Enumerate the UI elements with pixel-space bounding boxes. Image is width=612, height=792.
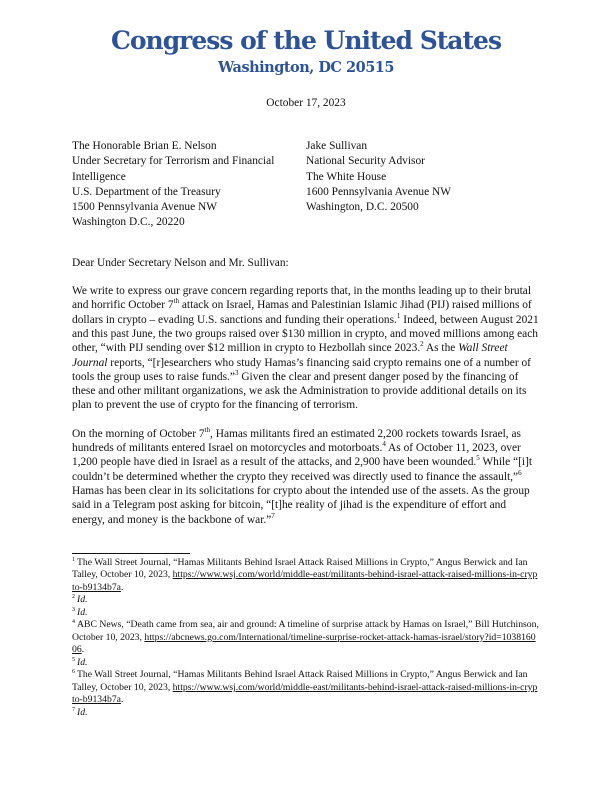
footnote-marker: 7 <box>72 706 75 713</box>
letter-date: October 17, 2023 <box>266 97 346 109</box>
text-run: On the morning of October 7 <box>72 427 205 440</box>
footnote-marker: 5 <box>72 656 75 663</box>
recipient-line: Intelligence <box>72 170 126 183</box>
letterhead-org-name: Congress of the United States <box>110 26 502 55</box>
hyperlink[interactable]: https://www.wsj.com/world/middle-east/militants-behind-israel-attack-raised-millions-in-crypto-b9134b7a <box>72 569 538 593</box>
text-run: ABC News, “Death came from sea, air and ground: A timeline of surprise attack by Hamas on Israel,” Bill Hutchinson, October 10, 2023, <box>72 619 539 643</box>
letterhead-org-address: Washington, DC 20515 <box>218 59 394 76</box>
footnote-4 <box>72 619 540 657</box>
footnote-text <box>72 557 537 593</box>
footnote-6 <box>72 669 540 707</box>
text-run: As the <box>423 342 459 355</box>
text-run: As of October 11, 2023, over 1,200 people have died in Israel as a result of the attacks, and 2,900 have been wounded. <box>72 442 521 469</box>
hyperlink[interactable]: https://www.wsj.com/world/middle-east/militants-behind-israel-attack-raised-millions-in-crypto-b9134b7a <box>72 681 538 706</box>
footnote-text <box>77 707 88 718</box>
recipient-line: 1600 Pennsylvania Avenue NW <box>306 185 451 198</box>
text-run: Indeed, between August 2021 and this past June, the two groups raised over $130 million in crypto, and moved millions among each other, “with PIJ sending over $12 million in crypto to Hezbollah since 2023. <box>72 313 539 355</box>
body-paragraph-2 <box>72 427 540 527</box>
salutation: Dear Under Secretary Nelson and Mr. Sullivan: <box>72 256 289 269</box>
hyperlink[interactable]: https://abcnews.go.com/International/timeline-surprise-rocket-attack-hamas-israel/story?id=103816006 <box>72 631 536 656</box>
text-run: The Wall Street Journal, “Hamas Militants Behind Israel Attack Raised Millions in Crypto,” Angus Berwick and Ian Talley, October 10, 2023, <box>72 556 528 581</box>
recipient-block-nelson <box>72 139 306 231</box>
recipient-line: 1500 Pennsylvania Avenue NW <box>72 201 217 214</box>
text-run: While “[i]t couldn’t be determined whether the crypto they received was directly used to finance the assault,” <box>72 456 533 483</box>
footnote-marker: 4 <box>72 619 75 626</box>
footnote-separator <box>72 553 190 554</box>
italic-text: Id. <box>77 706 88 718</box>
superscript-reference: 4 <box>382 440 386 449</box>
footnote-text <box>77 607 88 618</box>
recipient-line: U.S. Department of the Treasury <box>72 185 221 198</box>
footnote-5 <box>72 657 540 670</box>
footnote-marker: 3 <box>72 606 75 613</box>
footnote-2 <box>72 594 540 607</box>
recipient-line: National Security Advisor <box>306 155 425 168</box>
text-run: The Wall Street Journal, “Hamas Militants Behind Israel Attack Raised Millions in Crypto,” Angus Berwick and Ian Talley, October 10, 2023, <box>72 669 528 693</box>
recipient-line: Washington D.C., 20220 <box>72 216 185 229</box>
italic-text: Id. <box>77 656 88 668</box>
footnote-7 <box>72 707 540 720</box>
footnote-marker: 6 <box>72 669 75 676</box>
text-run: . <box>120 581 124 593</box>
superscript-reference: 2 <box>420 340 424 349</box>
footnote-text <box>77 594 88 605</box>
footnote-3 <box>72 607 540 620</box>
superscript-reference: 6 <box>518 468 522 477</box>
recipient-line: Washington, D.C. 20500 <box>306 201 419 214</box>
footnote-text <box>77 657 88 668</box>
italic-text: Id. <box>77 594 88 606</box>
text-run: . <box>120 694 124 706</box>
footnote-marker: 2 <box>72 594 75 601</box>
recipient-blocks <box>72 139 540 231</box>
superscript-reference: 3 <box>234 369 239 378</box>
footnotes <box>72 557 540 720</box>
text-run: reports, “[r]esearchers who study Hamas’s financing said crypto remains one of a number of tools the group uses to raise funds.” <box>72 356 531 383</box>
superscript-reference: th <box>173 297 180 306</box>
recipient-line: The White House <box>306 170 387 183</box>
italic-text: Wall Street Journal <box>72 342 508 369</box>
footnote-text <box>72 619 539 655</box>
footnote-1 <box>72 557 540 595</box>
text-run: We write to express our grave concern regarding reports that, in the months leading up to their brutal and horrific October 7 <box>72 285 531 312</box>
footnote-marker: 1 <box>72 556 75 563</box>
superscript-reference: th <box>204 425 211 434</box>
letterhead <box>72 26 540 77</box>
superscript-reference: 5 <box>476 454 480 463</box>
footnote-text <box>72 669 537 705</box>
recipient-line: The Honorable Brian E. Nelson <box>72 140 217 152</box>
recipient-block-sullivan <box>306 139 540 231</box>
recipient-line: Jake Sullivan <box>306 140 368 152</box>
italic-text: Id. <box>77 606 88 618</box>
text-run: . <box>81 644 85 656</box>
text-run: attack on Israel, Hamas and Palestinian Islamic Jihad (PIJ) raised millions of dollars in crypto – evading U.S. sanctions and funding their operations. <box>72 299 532 326</box>
superscript-reference: 1 <box>396 311 401 320</box>
text-run: Hamas has been clear in its solicitations for crypto about the intended use of the assets. As the group said in a Telegram post asking for bitcoin, “[t]he reality of jihad is the expenditure of effort and energy, and money is the backbone of war.” <box>72 484 530 526</box>
text-run: , Hamas militants fired an estimated 2,200 rockets towards Israel, as hundreds of militants entered Israel on motorcycles and motorboats. <box>72 427 521 455</box>
superscript-reference: 7 <box>271 511 275 520</box>
text-run: Given the clear and present danger posed by the financing of these and other militant organizations, we ask the Administration to provide additional details on its plan to prevent the use of crypto for the financing of terrorism. <box>72 370 527 412</box>
body-paragraph-1 <box>72 284 540 413</box>
recipient-line: Under Secretary for Terrorism and Financial <box>72 155 275 168</box>
